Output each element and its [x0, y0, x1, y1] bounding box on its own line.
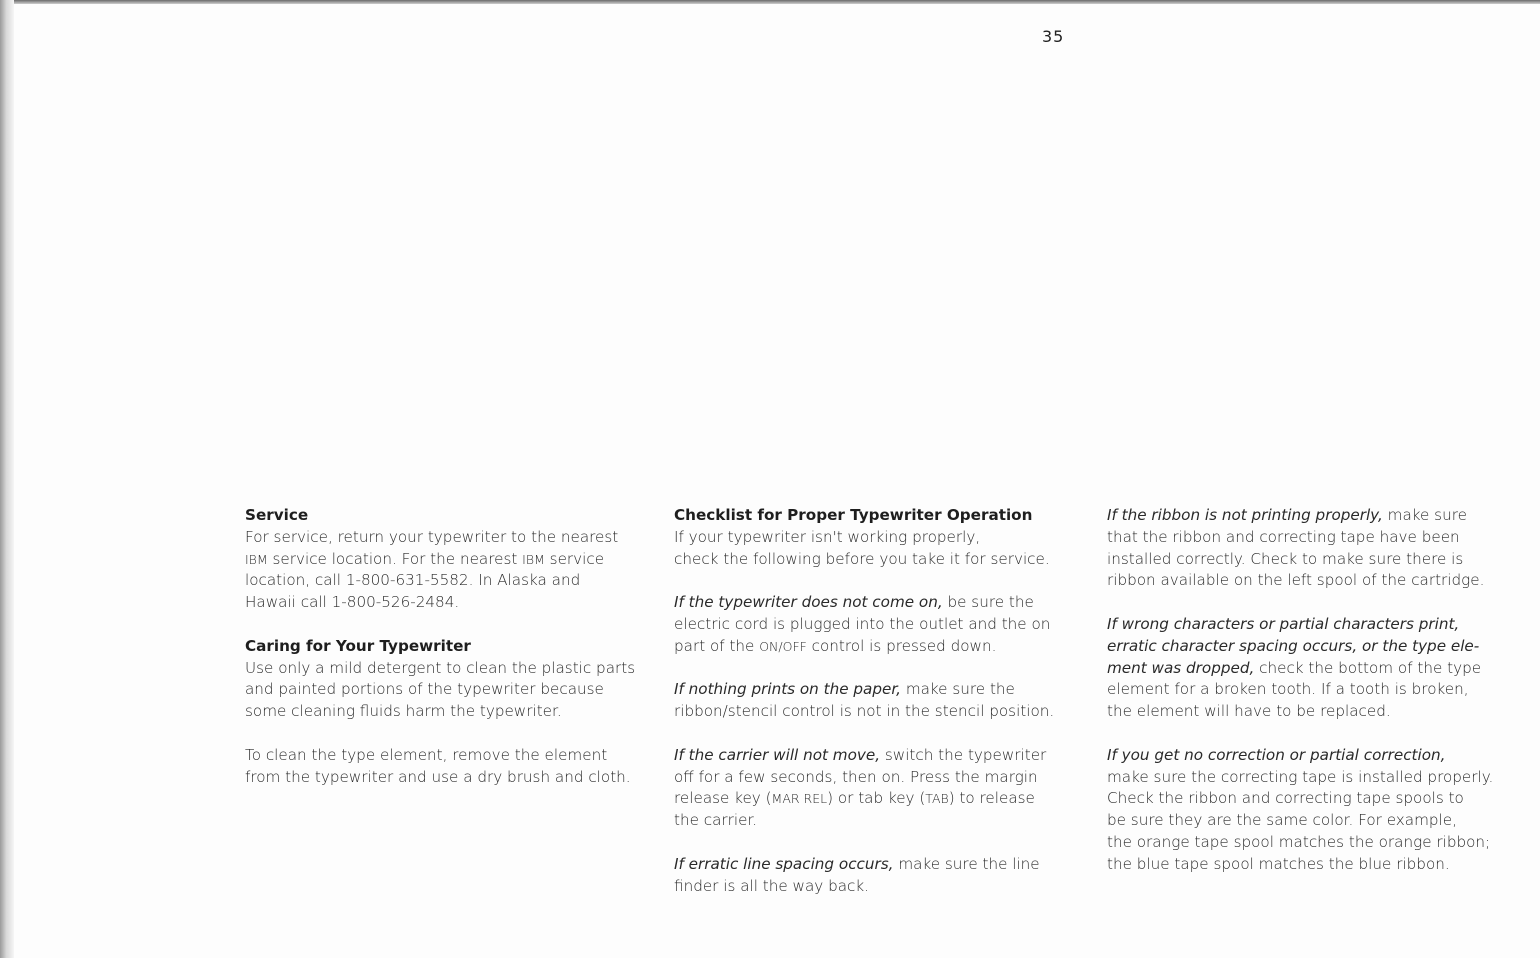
text-line: Hawaii call 1-800-526-2484. — [245, 593, 460, 612]
small-caps-term: IBM — [245, 551, 268, 567]
paragraph — [674, 527, 1074, 571]
text-line: ribbon/stencil control is not in the stencil position. — [674, 702, 1055, 721]
text-line: location, call 1-800-631-5582. In Alaska and — [245, 571, 581, 590]
text-line: IBM service location. For the nearest IBM service — [245, 549, 605, 568]
text-line: the orange tape spool matches the orange ribbon; — [1107, 832, 1491, 851]
page-top-edge — [0, 0, 1540, 4]
small-caps-term: ON/OFF — [759, 638, 807, 654]
text-line: be sure they are the same color. For example, — [1107, 811, 1457, 830]
text-line: make sure the correcting tape is installed properly. — [1107, 767, 1494, 786]
text-line — [1107, 745, 1507, 767]
paragraph — [674, 592, 1074, 657]
small-caps-term: IBM — [522, 551, 545, 567]
section-heading: Checklist for Proper Typewriter Operation — [674, 506, 1033, 524]
text-line: ment was dropped, check the bottom of the type — [1107, 658, 1482, 677]
text-line: installed correctly. Check to make sure there is — [1107, 549, 1464, 568]
text-line: If nothing prints on the paper, make sure the — [674, 680, 1015, 699]
paragraph — [245, 658, 645, 723]
italic-lead-in: If the carrier will not move, — [674, 745, 881, 764]
text-line: If the typewriter does not come on, be sure the — [674, 593, 1034, 612]
text-line: If erratic line spacing occurs, make sure the line — [674, 854, 1040, 873]
text-line: check the following before you take it for service. — [674, 549, 1050, 568]
text-line: If your typewriter isn't working properly, — [674, 527, 981, 546]
text-line: from the typewriter and use a dry brush and cloth. — [245, 767, 631, 786]
text-line: finder is all the way back. — [674, 876, 869, 895]
text-line: the element will have to be replaced. — [1107, 702, 1391, 721]
italic-lead-in: If you get no correction or partial correction, — [1107, 745, 1446, 764]
text-line: For service, return your typewriter to the nearest — [245, 527, 619, 546]
paragraph — [674, 854, 1074, 898]
paragraph — [245, 527, 645, 614]
italic-lead-in: ment was dropped, — [1107, 658, 1255, 677]
column-service-care — [245, 505, 645, 810]
text-line: that the ribbon and correcting tape have been — [1107, 527, 1460, 546]
text-line: release key (MAR REL) or tab key (TAB) to release — [674, 789, 1035, 808]
text-line: electric cord is plugged into the outlet and the on — [674, 614, 1051, 633]
column-checklist — [674, 505, 1074, 919]
column-troubleshooting — [1107, 505, 1507, 897]
italic-lead-in: erratic character spacing occurs, or the type ele- — [1107, 636, 1480, 655]
text-line: part of the ON/OFF control is pressed down. — [674, 636, 997, 655]
binding-shadow — [0, 0, 14, 958]
text-line: If the ribbon is not printing properly, make sure — [1107, 506, 1467, 524]
italic-lead-in: If erratic line spacing occurs, — [674, 854, 894, 873]
italic-lead-in: If wrong characters or partial characters print, — [1107, 614, 1460, 633]
text-line: the blue tape spool matches the blue ribbon. — [1107, 854, 1450, 873]
text-line: element for a broken tooth. If a tooth is broken, — [1107, 680, 1469, 699]
text-line: some cleaning fluids harm the typewriter. — [245, 702, 562, 721]
text-line: ribbon available on the left spool of the cartridge. — [1107, 571, 1485, 590]
paragraph — [1107, 745, 1507, 876]
small-caps-term: MAR REL — [771, 791, 828, 807]
text-line: and painted portions of the typewriter because — [245, 680, 604, 699]
text-line: If the carrier will not move, switch the typewriter — [674, 745, 1047, 764]
small-caps-term: TAB — [925, 791, 949, 807]
paragraph — [674, 679, 1074, 723]
text-line: Check the ribbon and correcting tape spools to — [1107, 789, 1464, 808]
section-heading: Service — [245, 506, 309, 524]
paragraph — [245, 745, 645, 789]
section-heading: Caring for Your Typewriter — [245, 636, 471, 655]
text-line — [1107, 614, 1507, 636]
italic-lead-in: If the typewriter does not come on, — [674, 593, 943, 612]
text-line — [1107, 636, 1507, 658]
paragraph — [674, 745, 1074, 832]
paragraph — [1107, 614, 1507, 723]
page-number: 35 — [1042, 27, 1065, 46]
paragraph — [1107, 505, 1507, 592]
text-line: off for a few seconds, then on. Press the margin — [674, 767, 1038, 786]
text-line: To clean the type element, remove the element — [245, 745, 608, 764]
text-line: the carrier. — [674, 811, 758, 830]
text-line: Use only a mild detergent to clean the plastic parts — [245, 658, 636, 677]
italic-lead-in: If nothing prints on the paper, — [674, 680, 901, 699]
italic-lead-in: If the ribbon is not printing properly, — [1107, 506, 1383, 524]
